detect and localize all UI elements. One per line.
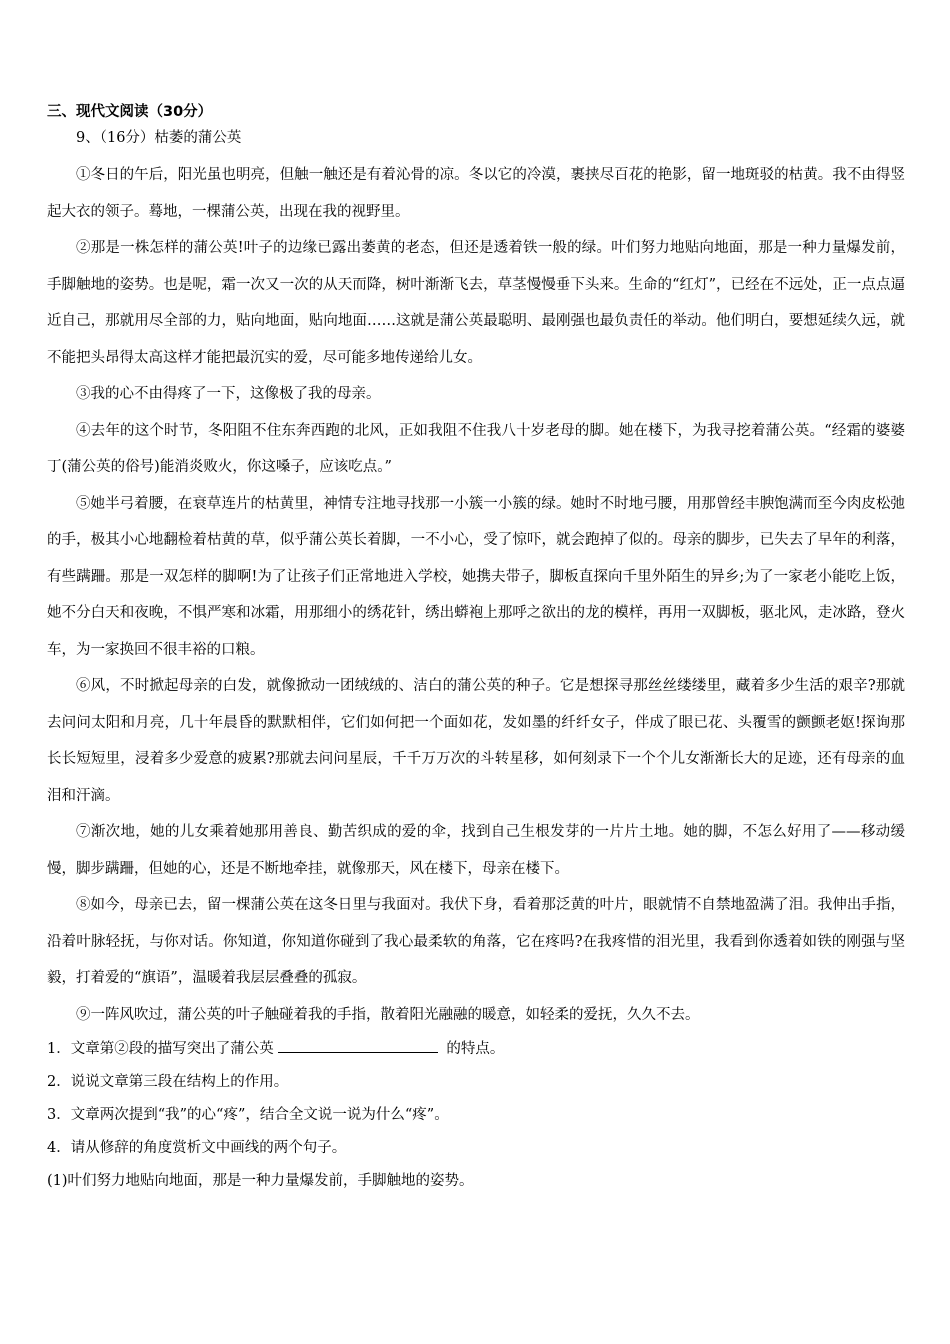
paragraph-5: ⑤她半弓着腰，在衰草连片的枯黄里，神情专注地寻找那一小簇一小簇的绿。她时不时地弓腰，用那曾经丰腴饱满而至今肉皮松弛的手，极其小心地翻检着枯黄的草，似乎蒲公英长着脚，一不小心，受了惊吓，就会跑掉了似的。母亲的脚步，已失去了早年的利落，有些蹒跚。那是一双怎样的脚啊!为了让孩子们正常地进入学校，她携夫带子，脚板直探向千里外陌生的异乡;为了一家老小能吃上饭，她不分白天和夜晚，不惧严寒和冰霜，用那细小的绣花针，绣出蟒袍上那呼之欲出的龙的模样，再用一双脚板，驱北风，走冰路，登火车，为一家换回不很丰裕的口粮。 (47, 495, 905, 658)
section-title: 三、现代文阅读（30分） (47, 104, 213, 120)
sub-question-1: (1)叶们努力地贴向地面，那是一种力量爆发前，手脚触地的姿势。 (47, 1173, 474, 1189)
paragraph-7: ⑦渐次地，她的儿女乘着她那用善良、勤苦织成的爱的伞，找到自己生根发芽的一片片土地。她的脚，不怎么好用了——移动缓慢，脚步蹒跚，但她的心，还是不断地牵挂，就像那天，风在楼下，母亲在楼下。 (47, 824, 905, 877)
question-2: 2．说说文章第三段在结构上的作用。 (47, 1074, 289, 1090)
paragraph-9: ⑨一阵风吹过，蒲公英的叶子触碰着我的手指，散着阳光融融的暖意，如轻柔的爱抚，久久不去。 (76, 1006, 700, 1023)
question-1 (47, 1033, 905, 1066)
paragraph-8: ⑧如今，母亲已去，留一棵蒲公英在这冬日里与我面对。我伏下身，看着那泛黄的叶片，眼就情不自禁地盈满了泪。我伸出手指，沿着叶脉轻抚，与你对话。你知道，你知道你碰到了我心最柔软的角落，它在疼吗?在我疼惜的泪光里，我看到你透着如铁的刚强与坚毅，打着爱的“旗语”，温暖着我层层叠叠的孤寂。 (47, 897, 905, 986)
answer-blank[interactable] (278, 1038, 438, 1053)
question-1-suffix: 的特点。 (441, 1041, 505, 1057)
paragraph-2: ②那是一株怎样的蒲公英!叶子的边缘已露出萎黄的老态，但还是透着铁一般的绿。叶们努力地贴向地面，那是一种力量爆发前，手脚触地的姿势。也是呢，霜一次又一次的从天而降，树叶渐渐飞去，草茎慢慢垂下头来。生命的“红灯”，已经在不远处，正一点点逼近自己，那就用尽全部的力，贴向地面，贴向地面……这就是蒲公英最聪明、最刚强也最负责任的举动。他们明白，要想延续久远，就不能把头昂得太高这样才能把最沉实的爱，尽可能多地传递给儿女。 (47, 240, 905, 366)
paragraph-4: ④去年的这个时节，冬阳阻不住东奔西跑的北风，正如我阻不住我八十岁老母的脚。她在楼下，为我寻挖着蒲公英。“经霜的婆婆丁(蒲公英的俗号)能消炎败火，你这嗓子，应该吃点。” (47, 422, 905, 475)
paragraph-6: ⑥风，不时掀起母亲的白发，就像掀动一团绒绒的、洁白的蒲公英的种子。它是想探寻那丝丝缕缕里，藏着多少生活的艰辛?那就去问问太阳和月亮，几十年晨昏的默默相伴，它们如何把一个面如花，发如墨的纤纤女子，伴成了眼已花、头覆雪的颤颤老妪!探询那长长短短里，浸着多少爱意的疲累?那就去问问星辰，千千万万次的斗转星移，如何刻录下一个个儿女渐渐长大的足迹，还有母亲的血泪和汗滴。 (47, 678, 905, 804)
question-title: 9、（16分）枯萎的蒲公英 (76, 130, 242, 146)
paragraph-1: ①冬日的午后，阳光虽也明亮，但触一触还是有着沁骨的凉。冬以它的冷漠，裹挟尽百花的艳影，留一地斑驳的枯黄。我不由得竖起大衣的领子。蓦地，一棵蒲公英，出现在我的视野里。 (47, 167, 905, 220)
reading-passage (47, 157, 905, 1033)
question-1-text: 1．文章第②段的描写突出了蒲公英 (47, 1041, 274, 1057)
question-list (47, 1033, 905, 1198)
paragraph-3: ③我的心不由得疼了一下，这像极了我的母亲。 (76, 386, 381, 402)
document-page (47, 99, 905, 1198)
question-3: 3．文章两次提到“我”的心“疼”，结合全文说一说为什么“疼”。 (47, 1107, 449, 1123)
question-4: 4．请从修辞的角度赏析文中画线的两个句子。 (47, 1140, 347, 1156)
